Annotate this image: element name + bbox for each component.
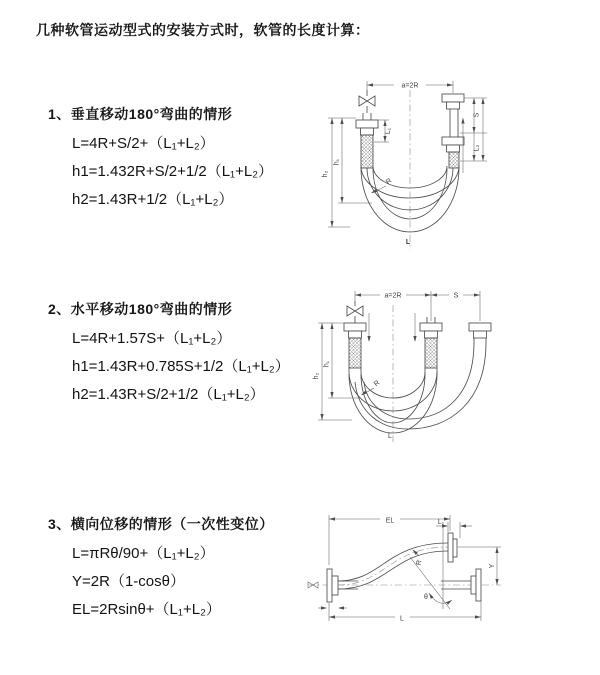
dim-label-el: EL xyxy=(385,517,395,525)
formula-l: L=4R+1.57S+（L₁+L₂） xyxy=(72,330,232,347)
dim-label-a2r: a=2R xyxy=(384,292,402,300)
dim-label-l: L xyxy=(405,239,411,246)
dim-label-l: L xyxy=(388,433,392,440)
section-2-heading: 2、水平移动180°弯曲的情形 xyxy=(48,301,233,317)
formula-h1: h1=1.432R+S/2+1/2（L₁+L₂） xyxy=(72,163,274,180)
dim-label-h2: h₂ xyxy=(322,170,329,178)
dim-label-l1: L₁ xyxy=(437,519,445,526)
diagram-lateral-displacement xyxy=(298,505,600,640)
section-1 xyxy=(48,104,273,214)
dim-label-r: R xyxy=(384,177,394,187)
dim-label-s: S xyxy=(473,112,481,118)
braided-hose-section xyxy=(425,338,437,368)
formula-h1: h1=1.43R+0.785S+1/2（L₁+L₂） xyxy=(72,358,290,375)
formula-l: L=πRθ/90+（L₁+L₂） xyxy=(72,545,215,562)
dim-label-y: Y xyxy=(489,563,496,569)
page-title: 几种软管运动型式的安装方式时，软管的长度计算： xyxy=(36,22,370,38)
dim-label-a2r: a=2R xyxy=(401,82,419,90)
formula-l: L=4R+S/2+（L₁+L₂） xyxy=(72,135,215,152)
hose-assembly xyxy=(344,317,491,433)
dim-label-h1: h₁ xyxy=(323,360,331,368)
dim-label-s: S xyxy=(453,292,459,300)
braided-hose-section xyxy=(361,135,373,168)
section-2 xyxy=(48,299,290,409)
formula-h2: h2=1.43R+S/2+1/2（L₁+L₂） xyxy=(72,386,265,403)
dim-label-r: R xyxy=(415,559,424,566)
valve-icon xyxy=(347,301,363,323)
dimension-lines xyxy=(322,80,487,246)
formula-y: Y=2R（1-cosθ） xyxy=(72,573,185,590)
diagram-vertical-180-bend xyxy=(310,70,590,260)
dim-label-r: R xyxy=(372,379,382,389)
braided-hose-section xyxy=(449,152,459,168)
dimension-lines xyxy=(318,514,501,623)
formula-h2: h2=1.43R+1/2（L₁+L₂） xyxy=(72,191,234,208)
hose-assembly xyxy=(327,533,481,602)
dim-label-l: L xyxy=(400,615,404,623)
section-1-heading: 1、垂直移动180°弯曲的情形 xyxy=(48,106,233,122)
dim-label-h2: h₂ xyxy=(313,372,320,380)
dim-label-h1: h₁ xyxy=(333,158,341,166)
dim-label-l2: L₂ xyxy=(473,144,481,152)
formula-el: EL=2Rsinθ+（L₁+L₂） xyxy=(72,601,221,618)
diagram-horizontal-180-bend xyxy=(308,280,600,455)
dim-label-theta: θ xyxy=(424,594,428,601)
section-3 xyxy=(48,514,274,624)
braided-hose-section xyxy=(349,338,361,368)
section-3-heading: 3、横向位移的情形（一次性变位） xyxy=(48,516,274,532)
valve-icon xyxy=(359,90,375,113)
dim-label-l1: L₁ xyxy=(385,127,392,135)
